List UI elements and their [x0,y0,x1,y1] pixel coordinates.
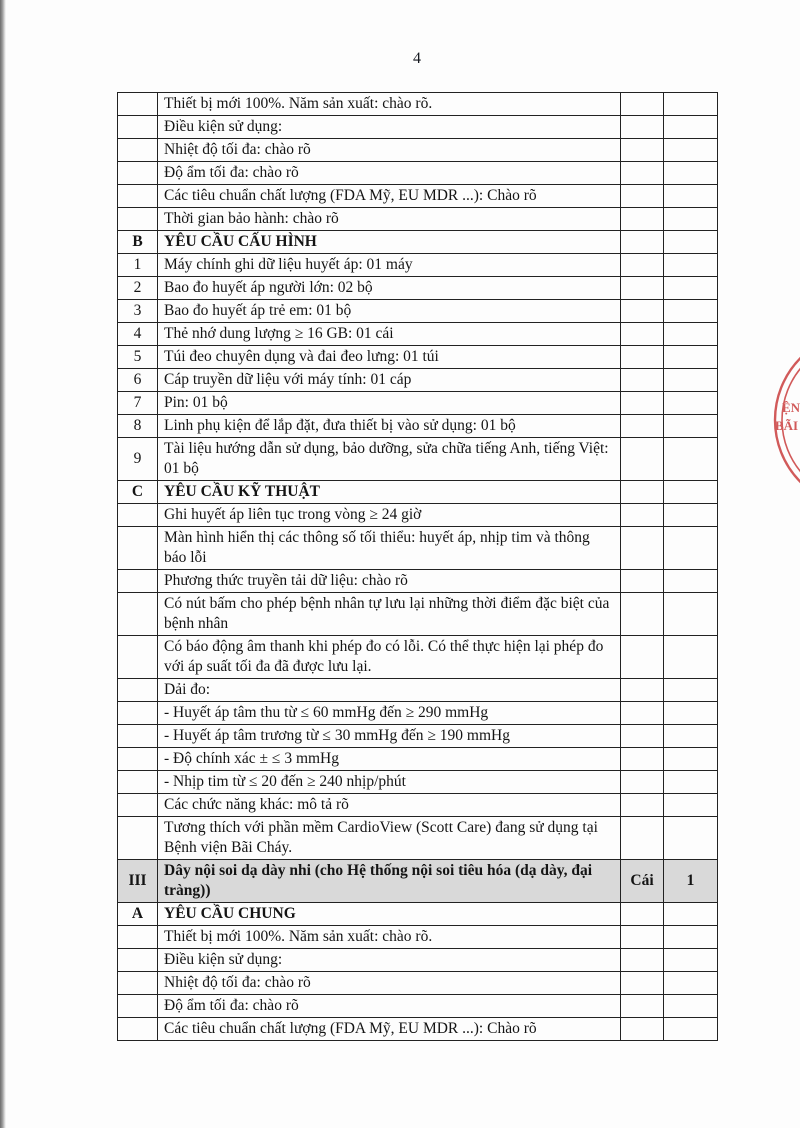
quantity-cell [664,771,718,794]
table-row [118,277,718,300]
unit-cell [621,438,664,481]
table-row [118,231,718,254]
unit-cell [621,903,664,926]
row-number-cell [118,527,158,570]
description-cell: YÊU CẦU KỸ THUẬT [158,481,621,504]
quantity-cell [664,972,718,995]
unit-cell [621,794,664,817]
description-cell: Các tiêu chuẩn chất lượng (FDA Mỹ, EU MDR ...): Chào rõ [158,185,621,208]
table-row [118,504,718,527]
row-number-cell [118,116,158,139]
quantity-cell [664,346,718,369]
unit-cell [621,926,664,949]
description-cell: Có báo động âm thanh khi phép đo có lỗi. Có thể thực hiện lại phép đo với áp suất tối đa đã được lưu lại. [158,636,621,679]
table-row [118,725,718,748]
row-number-cell: 4 [118,323,158,346]
unit-cell [621,93,664,116]
table-row [118,860,718,903]
quantity-cell [664,392,718,415]
description-cell: Màn hình hiển thị các thông số tối thiểu: huyết áp, nhịp tim và thông báo lỗi [158,527,621,570]
table-row [118,995,718,1018]
description-cell: Có nút bấm cho phép bệnh nhân tự lưu lại những thời điểm đặc biệt của bệnh nhân [158,593,621,636]
description-cell: Độ ẩm tối đa: chào rõ [158,995,621,1018]
table-row [118,208,718,231]
table-row [118,438,718,481]
unit-cell [621,369,664,392]
table-row [118,1018,718,1041]
quantity-cell [664,570,718,593]
unit-cell [621,995,664,1018]
unit-cell [621,481,664,504]
table-row [118,346,718,369]
quantity-cell [664,949,718,972]
quantity-cell [664,277,718,300]
unit-cell [621,162,664,185]
unit-cell [621,185,664,208]
table-row [118,300,718,323]
quantity-cell [664,116,718,139]
unit-cell [621,346,664,369]
quantity-cell [664,162,718,185]
description-cell: - Độ chính xác ± ≤ 3 mmHg [158,748,621,771]
quantity-cell [664,254,718,277]
quantity-cell [664,1018,718,1041]
unit-cell [621,392,664,415]
row-number-cell: 2 [118,277,158,300]
description-cell: Các chức năng khác: mô tả rõ [158,794,621,817]
table-row [118,323,718,346]
description-cell: Nhiệt độ tối đa: chào rõ [158,972,621,995]
table-row [118,162,718,185]
unit-cell [621,527,664,570]
circular-stamp [755,352,800,487]
row-number-cell [118,817,158,860]
row-number-cell: 7 [118,392,158,415]
unit-cell [621,300,664,323]
row-number-cell [118,725,158,748]
row-number-cell [118,139,158,162]
description-cell: YÊU CẦU CẤU HÌNH [158,231,621,254]
row-number-cell [118,949,158,972]
description-cell: Độ ẩm tối đa: chào rõ [158,162,621,185]
table-row [118,369,718,392]
unit-cell [621,972,664,995]
quantity-cell [664,231,718,254]
table-row [118,116,718,139]
row-number-cell: 5 [118,346,158,369]
row-number-cell [118,1018,158,1041]
quantity-cell [664,748,718,771]
row-number-cell: A [118,903,158,926]
unit-cell [621,277,664,300]
table-row [118,93,718,116]
description-cell: Thời gian bảo hành: chào rõ [158,208,621,231]
row-number-cell [118,636,158,679]
quantity-cell [664,903,718,926]
table-body [118,93,718,1041]
description-cell: Ghi huyết áp liên tục trong vòng ≥ 24 giờ [158,504,621,527]
table-row [118,926,718,949]
table-row [118,949,718,972]
quantity-cell [664,702,718,725]
unit-cell: Cái [621,860,664,903]
description-cell: Dải đo: [158,679,621,702]
unit-cell [621,570,664,593]
row-number-cell: 9 [118,438,158,481]
description-cell: Điều kiện sử dụng: [158,949,621,972]
row-number-cell: 8 [118,415,158,438]
quantity-cell [664,679,718,702]
description-cell: Các tiêu chuẩn chất lượng (FDA Mỹ, EU MDR ...): Chào rõ [158,1018,621,1041]
table-row [118,794,718,817]
unit-cell [621,323,664,346]
table-row [118,636,718,679]
requirements-table [117,92,718,1041]
description-cell: YÊU CẦU CHUNG [158,903,621,926]
description-cell: - Huyết áp tâm thu từ ≤ 60 mmHg đến ≥ 290 mmHg [158,702,621,725]
quantity-cell [664,593,718,636]
row-number-cell: 6 [118,369,158,392]
quantity-cell [664,481,718,504]
table-row [118,415,718,438]
quantity-cell [664,369,718,392]
table-row [118,593,718,636]
description-cell: Thẻ nhớ dung lượng ≥ 16 GB: 01 cái [158,323,621,346]
quantity-cell [664,300,718,323]
quantity-cell [664,415,718,438]
row-number-cell [118,679,158,702]
page-number: 4 [413,50,421,67]
description-cell: Pin: 01 bộ [158,392,621,415]
unit-cell [621,504,664,527]
table-row [118,679,718,702]
quantity-cell [664,323,718,346]
row-number-cell [118,504,158,527]
table-row [118,702,718,725]
unit-cell [621,702,664,725]
unit-cell [621,817,664,860]
row-number-cell: III [118,860,158,903]
row-number-cell [118,995,158,1018]
table-row [118,570,718,593]
quantity-cell [664,438,718,481]
scan-edge-shadow [0,0,6,1128]
description-cell: Linh phụ kiện để lắp đặt, đưa thiết bị vào sử dụng: 01 bộ [158,415,621,438]
table-row [118,748,718,771]
description-cell: Nhiệt độ tối đa: chào rõ [158,139,621,162]
row-number-cell: 1 [118,254,158,277]
unit-cell [621,1018,664,1041]
quantity-cell [664,185,718,208]
row-number-cell [118,748,158,771]
row-number-cell: C [118,481,158,504]
table-row [118,392,718,415]
description-cell: Tài liệu hướng dẫn sử dụng, bảo dưỡng, sửa chữa tiếng Anh, tiếng Việt: 01 bộ [158,438,621,481]
description-cell: Cáp truyền dữ liệu với máy tính: 01 cáp [158,369,621,392]
quantity-cell [664,817,718,860]
row-number-cell [118,593,158,636]
quantity-cell [664,93,718,116]
unit-cell [621,748,664,771]
table-row [118,771,718,794]
quantity-cell [664,794,718,817]
quantity-cell [664,636,718,679]
description-cell: Điều kiện sử dụng: [158,116,621,139]
row-number-cell [118,93,158,116]
row-number-cell [118,570,158,593]
unit-cell [621,231,664,254]
row-number-cell [118,771,158,794]
description-cell: Thiết bị mới 100%. Năm sản xuất: chào rõ. [158,93,621,116]
table-row [118,903,718,926]
quantity-cell [664,139,718,162]
row-number-cell: 3 [118,300,158,323]
description-cell: - Nhịp tim từ ≤ 20 đến ≥ 240 nhịp/phút [158,771,621,794]
quantity-cell [664,995,718,1018]
quantity-cell: 1 [664,860,718,903]
table-row [118,972,718,995]
description-cell: Bao đo huyết áp người lớn: 02 bộ [158,277,621,300]
table-row [118,527,718,570]
table-row [118,139,718,162]
description-cell: Túi đeo chuyên dụng và đai đeo lưng: 01 túi [158,346,621,369]
unit-cell [621,771,664,794]
unit-cell [621,415,664,438]
unit-cell [621,679,664,702]
table-row [118,817,718,860]
description-cell: - Huyết áp tâm trương từ ≤ 30 mmHg đến ≥ 190 mmHg [158,725,621,748]
unit-cell [621,254,664,277]
description-cell: Tương thích với phần mềm CardioView (Scott Care) đang sử dụng tại Bệnh viện Bãi Cháy. [158,817,621,860]
stamp-text-line1: ỆN [782,400,800,415]
row-number-cell [118,208,158,231]
unit-cell [621,139,664,162]
row-number-cell [118,926,158,949]
quantity-cell [664,208,718,231]
unit-cell [621,593,664,636]
quantity-cell [664,725,718,748]
description-cell: Bao đo huyết áp trẻ em: 01 bộ [158,300,621,323]
unit-cell [621,208,664,231]
row-number-cell [118,972,158,995]
quantity-cell [664,504,718,527]
table-row [118,254,718,277]
row-number-cell: B [118,231,158,254]
description-cell: Dây nội soi dạ dày nhi (cho Hệ thống nội soi tiêu hóa (dạ dày, đại tràng)) [158,860,621,903]
table-row [118,185,718,208]
stamp-text-line2: BÃI [775,418,799,433]
unit-cell [621,636,664,679]
description-cell: Phương thức truyền tải dữ liệu: chào rõ [158,570,621,593]
row-number-cell [118,162,158,185]
quantity-cell [664,527,718,570]
unit-cell [621,116,664,139]
unit-cell [621,949,664,972]
row-number-cell [118,702,158,725]
quantity-cell [664,926,718,949]
table-row [118,481,718,504]
description-cell: Thiết bị mới 100%. Năm sản xuất: chào rõ. [158,926,621,949]
description-cell: Máy chính ghi dữ liệu huyết áp: 01 máy [158,254,621,277]
row-number-cell [118,185,158,208]
row-number-cell [118,794,158,817]
unit-cell [621,725,664,748]
